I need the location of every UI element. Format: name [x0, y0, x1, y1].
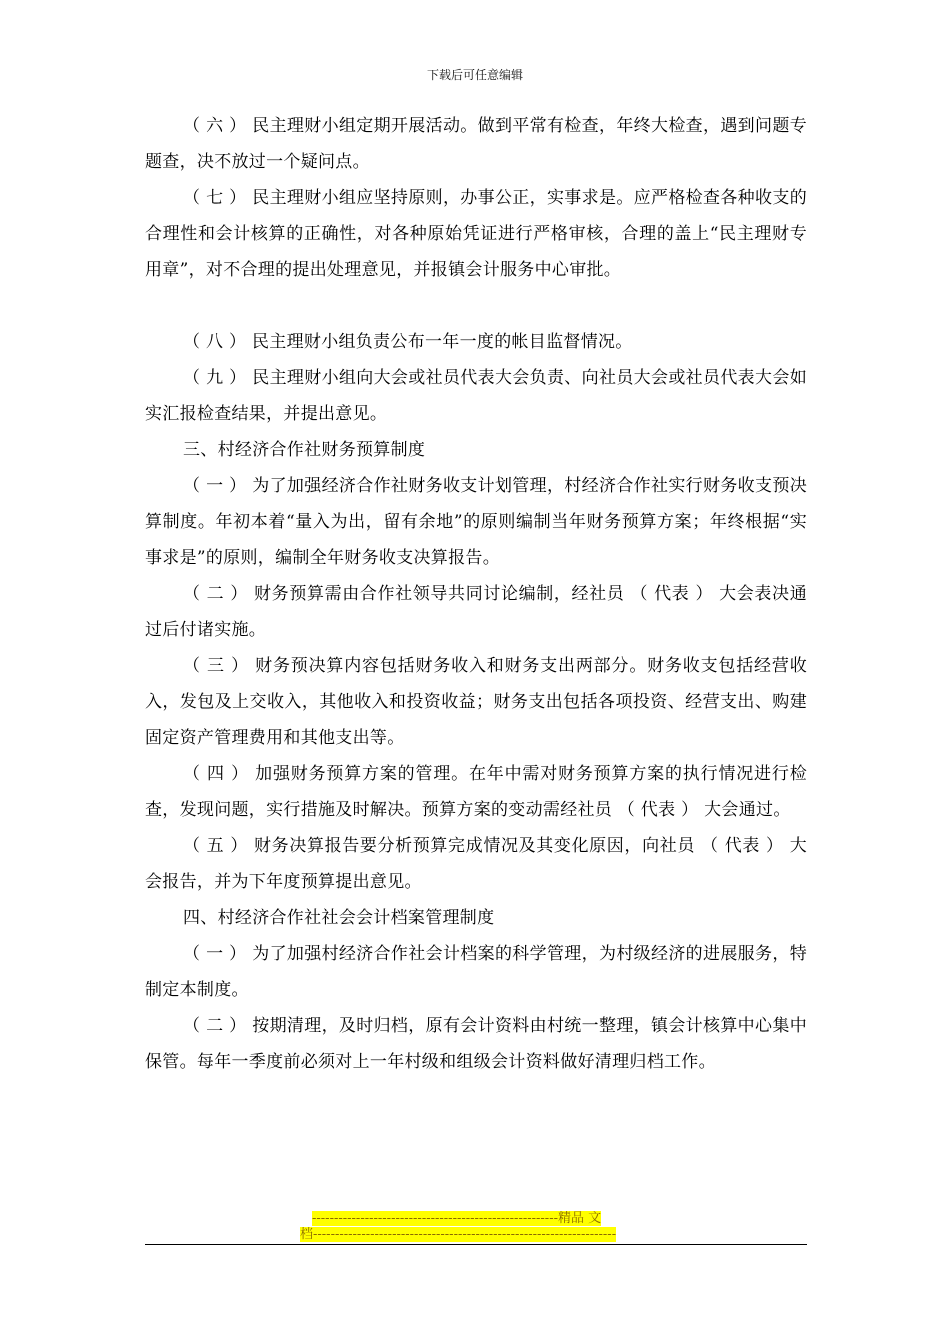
paragraph-item-9: （ 九 ） 民主理财小组向大会或社员代表大会负责、向社员大会或社员代表大会如实汇报检查结果，并提出意见。: [145, 368, 807, 424]
paragraph-budget-1: （ 一 ） 为了加强经济合作社财务收支计划管理，村经济合作社实行财务收支预决算制度。年初本着“量入为出，留有余地”的原则编制当年财务预算方案；年终根据“实事求是”的原则，编制全年财务收支决算报告。: [145, 476, 807, 568]
section-heading-budget: 三、村经济合作社财务预算制度: [183, 440, 426, 460]
paragraph-item-7: （ 七 ） 民主理财小组应坚持原则，办事公正，实事求是。应严格检查各种收支的合理性和会计核算的正确性，对各种原始凭证进行严格审核，合理的盖上“民主理财专用章”，对不合理的提出处理意见，并报镇会计服务中心审批。: [145, 188, 807, 280]
paragraph-archive-2: （ 二 ） 按期清理，及时归档，原有会计资料由村统一整理，镇会计核算中心集中保管。每年一季度前必须对上一年村级和组级会计资料做好清理归档工作。: [145, 1016, 807, 1072]
footer-line-1: --------------------------------------------------------精品 文: [312, 1211, 602, 1226]
paragraph-budget-2: （ 二 ） 财务预算需由合作社领导共同讨论编制，经社员 （ 代表 ） 大会表决通过后付诸实施。: [145, 584, 807, 640]
footer-watermark: [300, 1211, 652, 1243]
paragraph-item-6: （ 六 ） 民主理财小组定期开展活动。做到平常有检查，年终大检查，遇到问题专题查，决不放过一个疑问点。: [145, 116, 807, 172]
document-body: [145, 108, 807, 1080]
paragraph-budget-5: （ 五 ） 财务决算报告要分析预算完成情况及其变化原因，向社员 （ 代表 ） 大会报告，并为下年度预算提出意见。: [145, 836, 807, 892]
footer-divider: [145, 1244, 807, 1245]
paragraph-item-8: （ 八 ） 民主理财小组负责公布一年一度的帐目监督情况。: [183, 332, 633, 352]
footer-line-2: 档---------------------------------------------------------------------: [300, 1227, 617, 1242]
paragraph-budget-4: （ 四 ） 加强财务预算方案的管理。在年中需对财务预算方案的执行情况进行检查，发现问题，实行措施及时解决。预算方案的变动需经社员 （ 代表 ） 大会通过。: [145, 764, 807, 820]
paragraph-archive-1: （ 一 ） 为了加强村经济合作社会计档案的科学管理，为村级经济的进展服务，特制定本制度。: [145, 944, 807, 1000]
page-header: 下载后可任意编辑: [426, 68, 523, 82]
section-heading-archive: 四、村经济合作社社会会计档案管理制度: [183, 908, 495, 928]
paragraph-budget-3: （ 三 ） 财务预决算内容包括财务收入和财务支出两部分。财务收支包括经营收入，发包及上交收入，其他收入和投资收益；财务支出包括各项投资、经营支出、购建固定资产管理费用和其他支出等。: [145, 656, 807, 748]
